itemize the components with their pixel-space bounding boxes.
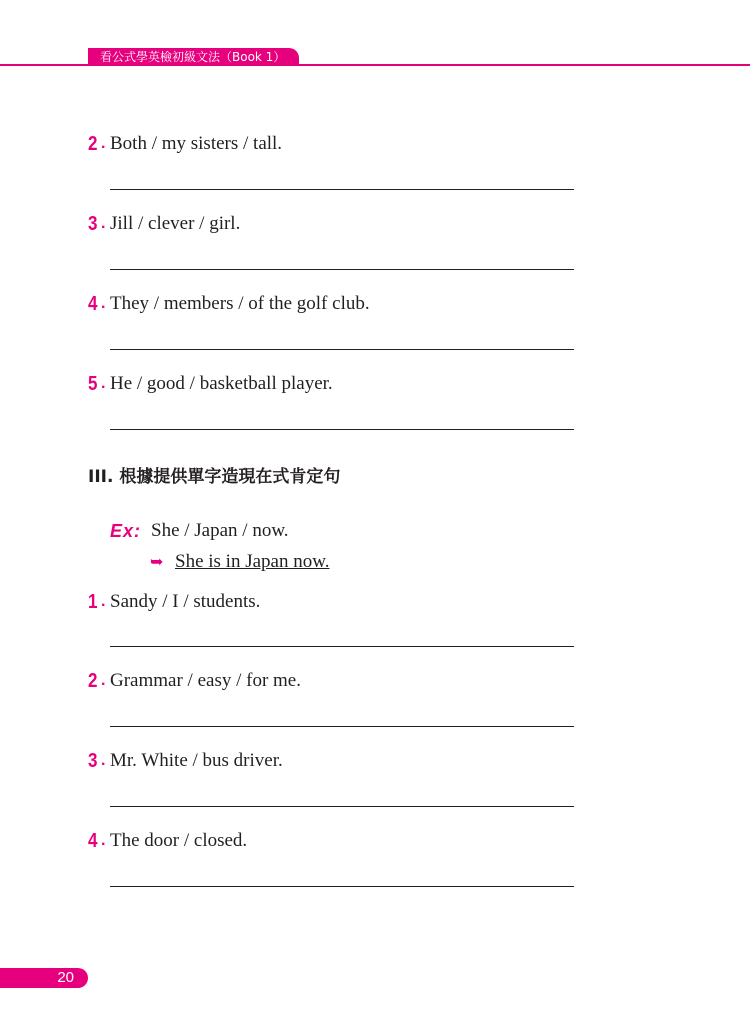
section-heading: III. 根據提供單字造現在式肯定句 xyxy=(88,467,341,487)
arrow-right-icon: ➥ xyxy=(150,552,164,571)
item-number: 2 xyxy=(88,670,98,692)
answer-line[interactable] xyxy=(110,726,574,727)
page-number: 20 xyxy=(57,969,74,986)
item-number: 1 xyxy=(88,591,98,613)
item-prompt: Both / my sisters / tall. xyxy=(110,133,283,154)
item-prompt: Grammar / easy / for me. xyxy=(110,670,301,691)
item-dot: . xyxy=(101,375,106,392)
item-prompt: Jill / clever / girl. xyxy=(110,213,241,234)
answer-line[interactable] xyxy=(110,646,574,647)
item-dot: . xyxy=(101,215,106,232)
answer-line[interactable] xyxy=(110,429,574,430)
item-number: 4 xyxy=(88,293,98,315)
item-number: 5 xyxy=(88,373,98,395)
answer-line[interactable] xyxy=(110,886,574,887)
example-prompt: She / Japan / now. xyxy=(151,520,289,541)
example-label: Ex: xyxy=(110,521,142,541)
item-number: 4 xyxy=(88,830,98,852)
item-dot: . xyxy=(101,135,106,152)
item-number: 2 xyxy=(88,133,98,155)
book-title-tab xyxy=(88,48,299,66)
item-dot: . xyxy=(101,832,106,849)
item-number: 3 xyxy=(88,750,98,772)
answer-line[interactable] xyxy=(110,269,574,270)
answer-line[interactable] xyxy=(110,189,574,190)
item-prompt: Sandy / I / students. xyxy=(110,591,261,612)
item-dot: . xyxy=(101,752,106,769)
item-dot: . xyxy=(101,672,106,689)
answer-line[interactable] xyxy=(110,806,574,807)
item-number: 3 xyxy=(88,213,98,235)
item-prompt: The door / closed. xyxy=(110,830,248,851)
example-answer: She is in Japan now. xyxy=(175,551,330,572)
item-prompt: They / members / of the golf club. xyxy=(110,293,370,314)
page-number-tab xyxy=(0,968,88,988)
item-prompt: Mr. White / bus driver. xyxy=(110,750,283,771)
item-dot: . xyxy=(101,593,106,610)
item-prompt: He / good / basketball player. xyxy=(110,373,333,394)
book-title: 看公式學英檢初級文法（Book 1） xyxy=(100,50,286,64)
item-dot: . xyxy=(101,295,106,312)
answer-line[interactable] xyxy=(110,349,574,350)
